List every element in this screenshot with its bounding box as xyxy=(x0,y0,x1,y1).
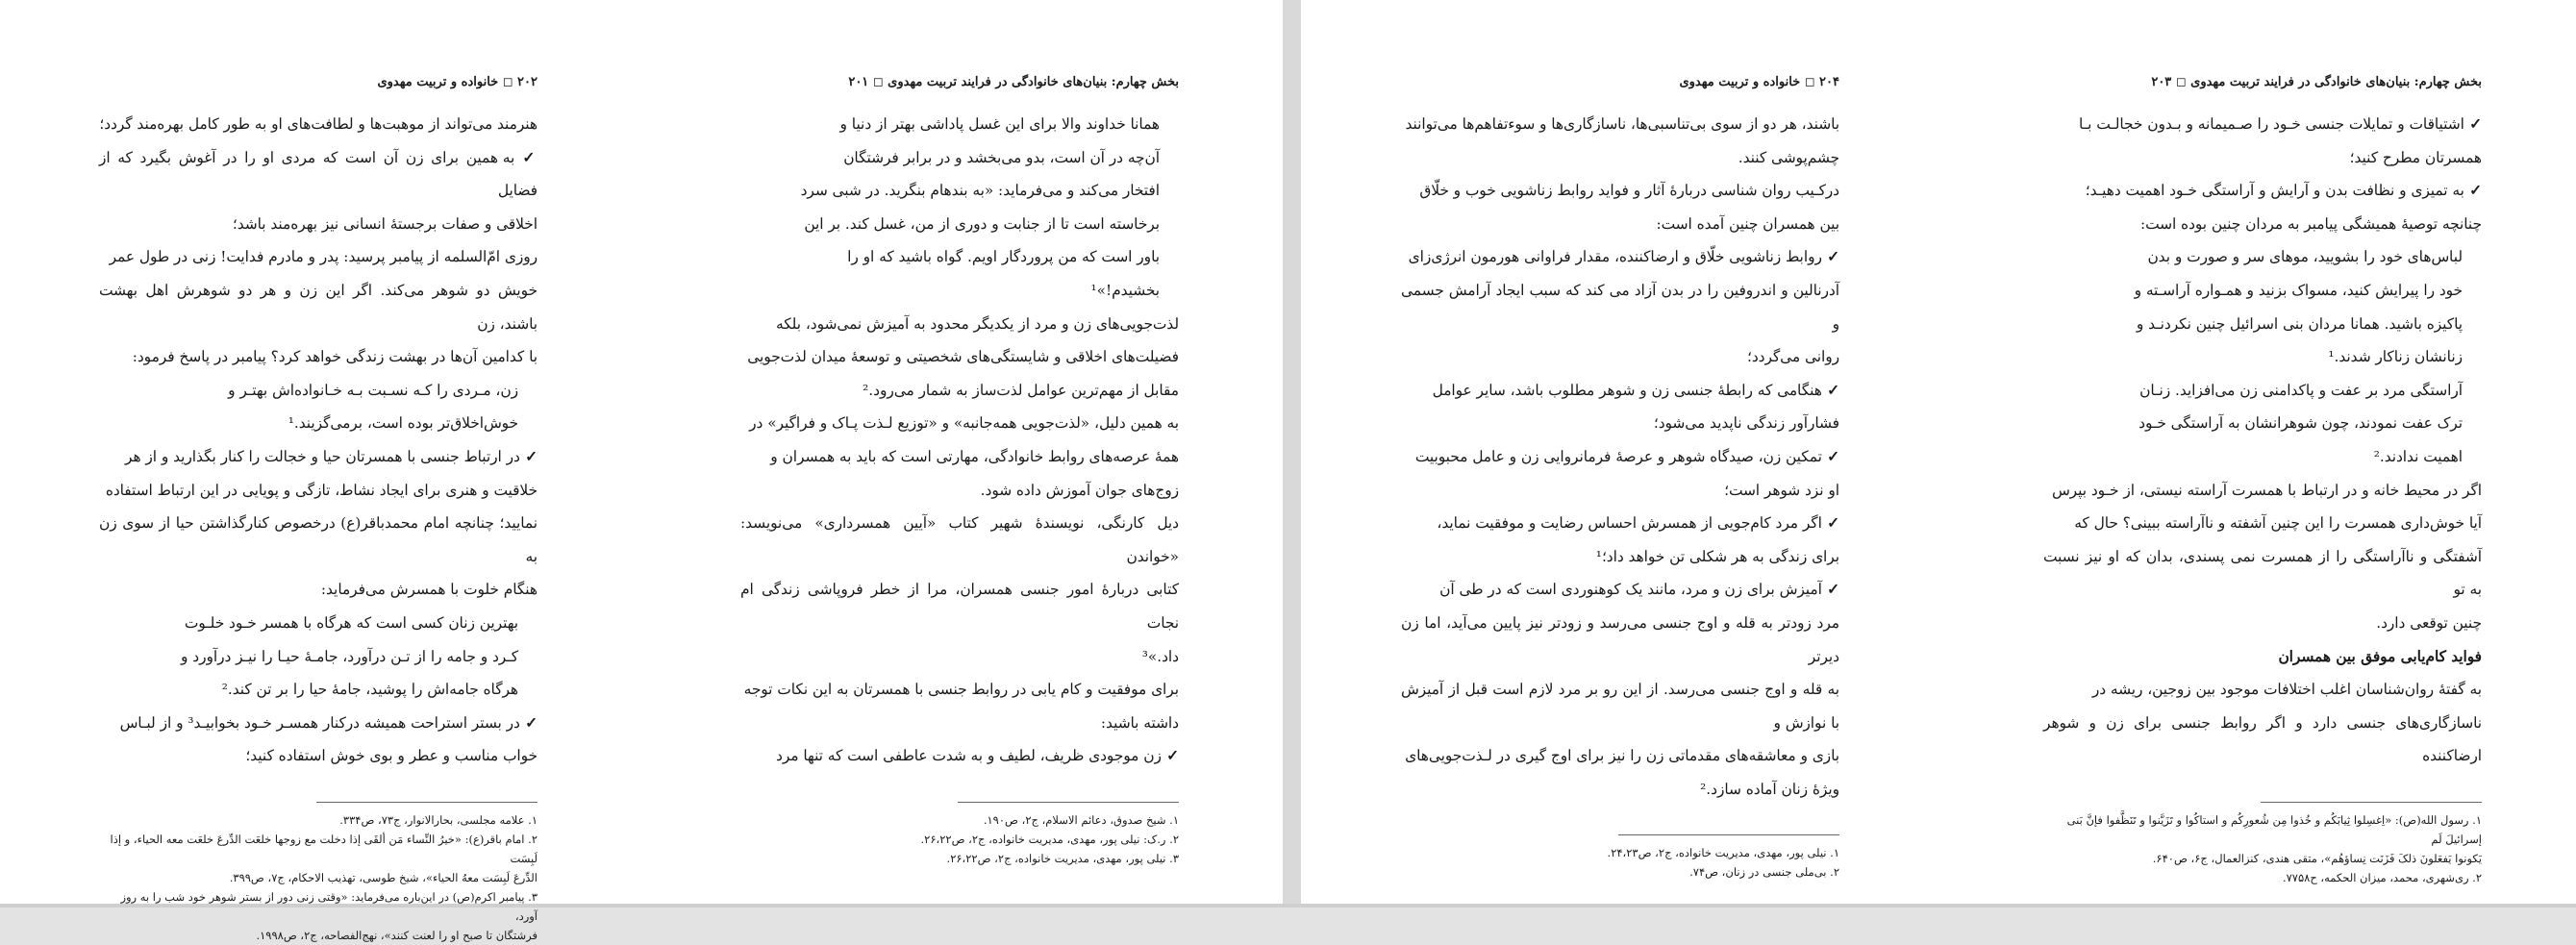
text-line: فضیلت‌های اخلاقی و شایستگی‌های شخصیتی و توسعهٔ میدان لذت‌جویی xyxy=(747,348,1179,366)
quote-line: لباس‌های خود را بشویید، موهای سر و صورت و بدن xyxy=(2147,248,2463,266)
left-spread xyxy=(0,0,1283,942)
footnote: ۲. بی‌ملی جنسی در زنان، ص۷۴. xyxy=(1689,865,1839,880)
footnote: یَکونوا یَفعَلونَ ذلکَ فَزَنَت نِساؤهُم»، متقی هندی، کنزالعمال، ج۶، ص۶۴۰. xyxy=(2152,851,2482,865)
page-header: بخش چهارم: بنیان‌های خانوادگی در فرایند تربیت مهدوی ◻ ۲۰۱ xyxy=(848,75,1179,89)
text-line: خواب مناسب و عطر و بوی خوش استفاده کنید؛ xyxy=(245,747,538,765)
text-line: با کدامین آن‌ها در بهشت زندگی خواهد کرد؟ پیامبر در پاسخ فرمود: xyxy=(132,348,538,366)
text-line: داد.»³ xyxy=(1141,647,1179,665)
text-line: لذت‌جویی‌های زن و مرد از یکدیگر محدود به آمیزش نمی‌شود، بلکه xyxy=(776,314,1179,333)
bullet-line: ✓ آمیزش برای زن و مرد، مانند یک کوهنوردی است که در طی آن xyxy=(1401,573,1839,607)
footnote-rule xyxy=(958,802,1179,803)
page-204 xyxy=(1401,73,1839,882)
quote-line: باور است که من پروردگار اویم. گواه باشید که او را xyxy=(847,248,1160,266)
section-heading: فواید کام‌یابی موفق بین همسران xyxy=(2278,647,2482,665)
right-spread xyxy=(1301,0,2576,908)
quote-line: زن، مـردی را کـه نسـبت بـه خـانواده‌اش بهتـر و xyxy=(228,381,518,399)
text-line: ناسازگاری‌های جنسی دارد و اگر روابط جنسی برای زن و شوهر ارضاکننده xyxy=(2043,713,2482,765)
footnote: ۲. ر.ک: نیلی پور، مهدی، مدیریت خانواده، ج۲، ص۲۶،۲۲. xyxy=(920,832,1179,846)
text-line: به قله و اوج جنسی می‌رسد. از این رو بر مرد لازم است قبل از آمیزش با نوازش و xyxy=(1401,681,1839,732)
text-line: برای موفقیت و کام یابی در روابط جنسی با همسرتان به این نکات توجه xyxy=(743,681,1179,699)
bullet-line: ✓ در بستر استراحت همیشه درکنار همسـر خـود بخوابیـد³ و از لبـاس xyxy=(99,707,538,740)
spread-gutter xyxy=(1283,0,1301,908)
bullet-line: ✓ اگر مرد کام‌جویی از همسرش احساس رضایت و موفقیت نماید، xyxy=(1401,507,1839,540)
text-line: اگر در محیط خانه و در ارتباط با همسرت آراسته نیستی، از خـود بپرس xyxy=(2051,481,2482,499)
text-line: همسرتان مطرح کنید؛ xyxy=(2349,148,2482,166)
text-line: آیا خوش‌داری همسرت را این چنین آشفته و ناآراسته ببینی؟ حال که xyxy=(2074,514,2482,533)
text-line: درکـیب روان شناسی دربارهٔ آثار و فواید روابط زناشویی خوب و خلّاق xyxy=(1419,182,1839,200)
bullet-line: ✓ روابط زناشویی خلّاق و ارضاکننده، مقدار فراوانی هورمون انرژی‌زای xyxy=(1401,240,1839,274)
text-line: خویش دو شوهر می‌کند. اگر این زن و هر دو شوهرش اهل بهشت باشند، زن xyxy=(99,281,538,333)
text-line: فشارآور زندگی ناپدید می‌شود؛ xyxy=(1653,414,1839,433)
text-line: هنرمند می‌تواند از موهبت‌ها و لطافت‌های او به طور کامل بهره‌مند گردد؛ xyxy=(99,115,538,133)
quote-line: خود را پیرایش کنید، مسواک بزنید و همـواره آراسـته و xyxy=(2134,281,2463,299)
footnote-rule xyxy=(2261,802,2482,803)
text-line: مقابل از مهم‌ترین عوامل لذت‌ساز به شمار می‌رود.² xyxy=(863,381,1179,399)
text-line: نمایید؛ چنانچه امام محمدباقر(ع) درخصوص کنارگذاشتن حیا از سوی زن به xyxy=(99,514,538,565)
footnote: ۳. نیلی پور، مهدی، مدیریت خانواده، ج۲، ص۲۶،۲۲. xyxy=(946,851,1179,865)
text-line: بین همسران چنین آمده است: xyxy=(1656,214,1839,233)
quote-line: هرگاه جامه‌اش را پوشید، جامهٔ حیا را بر تن کند.² xyxy=(221,681,518,699)
text-line: آشفتگی و ناآراستگی را از همسرت نمی پسندی، بدان که او نیز نسبت به تو xyxy=(2043,547,2482,599)
footnote-rule xyxy=(1618,834,1839,835)
text-line: چنین توقعی دارد. xyxy=(2376,613,2482,632)
text-line: هنگام خلوت با همسرش می‌فرماید: xyxy=(320,581,538,599)
text-line: همهٔ عرصه‌های روابط خانوادگی، مهارتی است که باید به همسران و xyxy=(770,447,1179,465)
quote-line: همانا خداوند والا برای این غسل پاداشی بهتر از دنیا و xyxy=(839,115,1160,133)
text-line: روانی می‌گردد؛ xyxy=(1746,348,1839,366)
page-202 xyxy=(99,73,538,945)
bullet-line: ✓ تمکین زن، صیدگاه شوهر و عرصهٔ فرمانروایی زن و عامل محبوبیت xyxy=(1401,440,1839,474)
text-line: خلاقیت و هنری برای ایجاد نشاط، تازگی و پویایی در این ارتباط استفاده xyxy=(105,481,538,499)
footnote: ۱. رسول الله(ص): «اِغسِلوا ثِیابَکُم و خُذوا مِن شُعورِکُم و استاکُوا و تَزَیَّنوا و تَنَظَّفوا فإنَّ بَنی إسرائیلَ لَم xyxy=(2066,812,2482,846)
quote-line: اهمیت ندادند.² xyxy=(2373,447,2463,465)
quote-line: بهترین زنان کسی است که هرگاه با همسر خـود خلـوت xyxy=(184,613,518,632)
quote-line: آن‌چه در آن است، بدو می‌بخشد و در برابر فرشتگان xyxy=(843,148,1160,166)
text-line: آدرنالین و اندروفین را در بدن آزاد می کند که سبب ایجاد آرامش جسمی و xyxy=(1401,281,1839,333)
text-line: باشند، هر دو از سوی بی‌تناسبی‌ها، ناسازگاری‌ها و سوءتفاهم‌ها می‌توانند xyxy=(1405,115,1839,133)
quote-line: کـرد و جامه را از تـن درآورد، جامـهٔ حیـا را نیـز درآورد و xyxy=(181,647,518,665)
page-header: ۲۰۲ ◻ خانواده و تربیت مهدوی xyxy=(377,75,538,89)
bullet-line: ✓ به تمیزی و نظافت بدن و آرایش و آراستگی خـود اهمیت دهیـد؛ xyxy=(2043,174,2482,208)
quote-line: آراستگی مرد بر عفت و پاکدامنی زن می‌افزاید. زنـان xyxy=(2139,381,2463,399)
text-line: روزی امّ‌السلمه از پیامبر پرسید: پدر و مادرم فدایت! زنی در طول عمر xyxy=(109,248,538,266)
quote-line: خوش‌اخلاق‌تر بوده است، برمی‌گزیند.¹ xyxy=(288,414,518,433)
text-line: برای زندگی به هر شکلی تن خواهد داد؛¹ xyxy=(1595,547,1839,565)
quote-line: ترک عفت نمودند، چون شوهرانشان به آراستگی خـود xyxy=(2138,414,2463,433)
bullet-line: ✓ در ارتباط جنسی با همسرتان حیا و خجالت را کنار بگذارید و از هر xyxy=(99,440,538,474)
footnote: ۱. شیخ صدوق، دعائم الاسلام، ج۲، ص۱۹۰. xyxy=(983,812,1179,827)
bullet-line: ✓ اشتیاقات و تمایلات جنسی خـود را صـمیمانه و بـدون خجالـت بـا xyxy=(2043,108,2482,141)
text-line: بازی و معاشقه‌های مقدماتی زن را نیز برای اوج گیری در لـذت‌جویی‌های xyxy=(1405,747,1839,765)
text-line: زوج‌های جوان آموزش داده شود. xyxy=(980,481,1179,499)
text-line: مرد زودتر به قله و اوج جنسی می‌رسد و زودتر نیز پایین می‌آید، اما زن دیرتر xyxy=(1401,613,1839,665)
text-line: اخلاقی و صفات برجستهٔ انسانی نیز بهره‌مند باشد؛ xyxy=(232,214,538,233)
bullet-line: ✓ به همین برای زن آن است که مردی او را در آغوش بگیرد که از فضایل xyxy=(99,141,538,208)
quote-line: پاکیزه باشید. همانا مردان بنی اسرائیل چنین نکردنـد و xyxy=(2136,314,2463,333)
bullet-line: ✓ زن موجودی ظریف، لطیف و به شدت عاطفی است که تنها مرد xyxy=(740,739,1179,773)
footnote-rule xyxy=(316,802,538,803)
page-header: ۲۰۴ ◻ خانواده و تربیت مهدوی xyxy=(1679,75,1839,89)
text-line: کتابی دربارهٔ امور جنسی همسران، مرا از خطر فروپاشی زندگی ام نجات xyxy=(740,581,1179,632)
footnote: ۲. ری‌شهری، محمد، میزان الحکمه، ح۷۷۵۸. xyxy=(2282,870,2482,884)
text-line: چنانچه توصیهٔ همیشگی پیامبر به مردان چنین بوده است: xyxy=(2139,214,2482,233)
quote-line: برخاسته است تا از جنابت و دوری از من، غسل کند. بر این xyxy=(804,214,1160,233)
footnote: ۱. علامه مجلسی، بحارالانوار، ج۷۳، ص۳۳۴. xyxy=(339,812,538,827)
bullet-line: ✓ هنگامی که رابطهٔ جنسی زن و شوهر مطلوب باشد، سایر عوامل xyxy=(1401,374,1839,408)
text-line: به گفتهٔ روان‌شناسان اغلب اختلافات موجود بین زوجین، ریشه در xyxy=(2091,681,2482,699)
quote-line: زنانشان زناکار شدند.¹ xyxy=(2328,348,2463,366)
footnote: ۳. پیامبر اکرم(ص) در این‌باره می‌فرماید: «وقتی زنی دور از بستر شوهر خود شب را به روز آورد، xyxy=(120,889,538,923)
footnote: ۱. نیلی پور، مهدی، مدیریت خانواده، ج۲، ص۲۴،۲۳. xyxy=(1607,846,1839,860)
text-line: ویژهٔ زنان آماده سازد.² xyxy=(1700,780,1839,798)
text-line: چشم‌پوشی کنند. xyxy=(1738,148,1839,166)
page-header: بخش چهارم: بنیان‌های خانوادگی در فرایند تربیت مهدوی ◻ ۲۰۳ xyxy=(2151,75,2482,89)
page-203 xyxy=(2043,73,2482,887)
footnote: ۲. امام باقر(ع): «خیرُ النِّساء مَن ألقَی إذا دخلت مع زوجها خلعَت الدِّرعَ خلعَت معه الحیاء، و إذا لَبِسَت xyxy=(110,832,538,865)
quote-line: بخشیدم!»¹ xyxy=(1090,281,1160,299)
viewer-bottom-edge xyxy=(0,904,2576,908)
text-line: داشته باشید: xyxy=(1100,713,1179,732)
footnote: فرشتگان تا صبح او را لعنت کنند»، نهج‌الفصاحه، ج۲، ص۱۹۹۸. xyxy=(256,928,538,942)
text-line: دیل کارنگی، نویسندهٔ شهیر کتاب «آیین همسرداری» می‌نویسد: «خواندن xyxy=(740,514,1179,565)
page-201 xyxy=(740,73,1179,868)
quote-line: افتخار می‌کند و می‌فرماید: «به بندهام بنگرید. در شبی سرد xyxy=(800,182,1160,200)
footnote: الدِّرعَ لَبِسَت معهُ الحیاء»، شیخ طوسی، تهذیب الاحکام، ج۷، ص۳۹۹. xyxy=(229,870,538,884)
text-line: او نزد شوهر است؛ xyxy=(1724,481,1839,499)
text-line: به همین دلیل، «لذت‌جویی همه‌جانبه» و «توزیع لـذت پـاک و فراگیر» در xyxy=(749,414,1179,433)
